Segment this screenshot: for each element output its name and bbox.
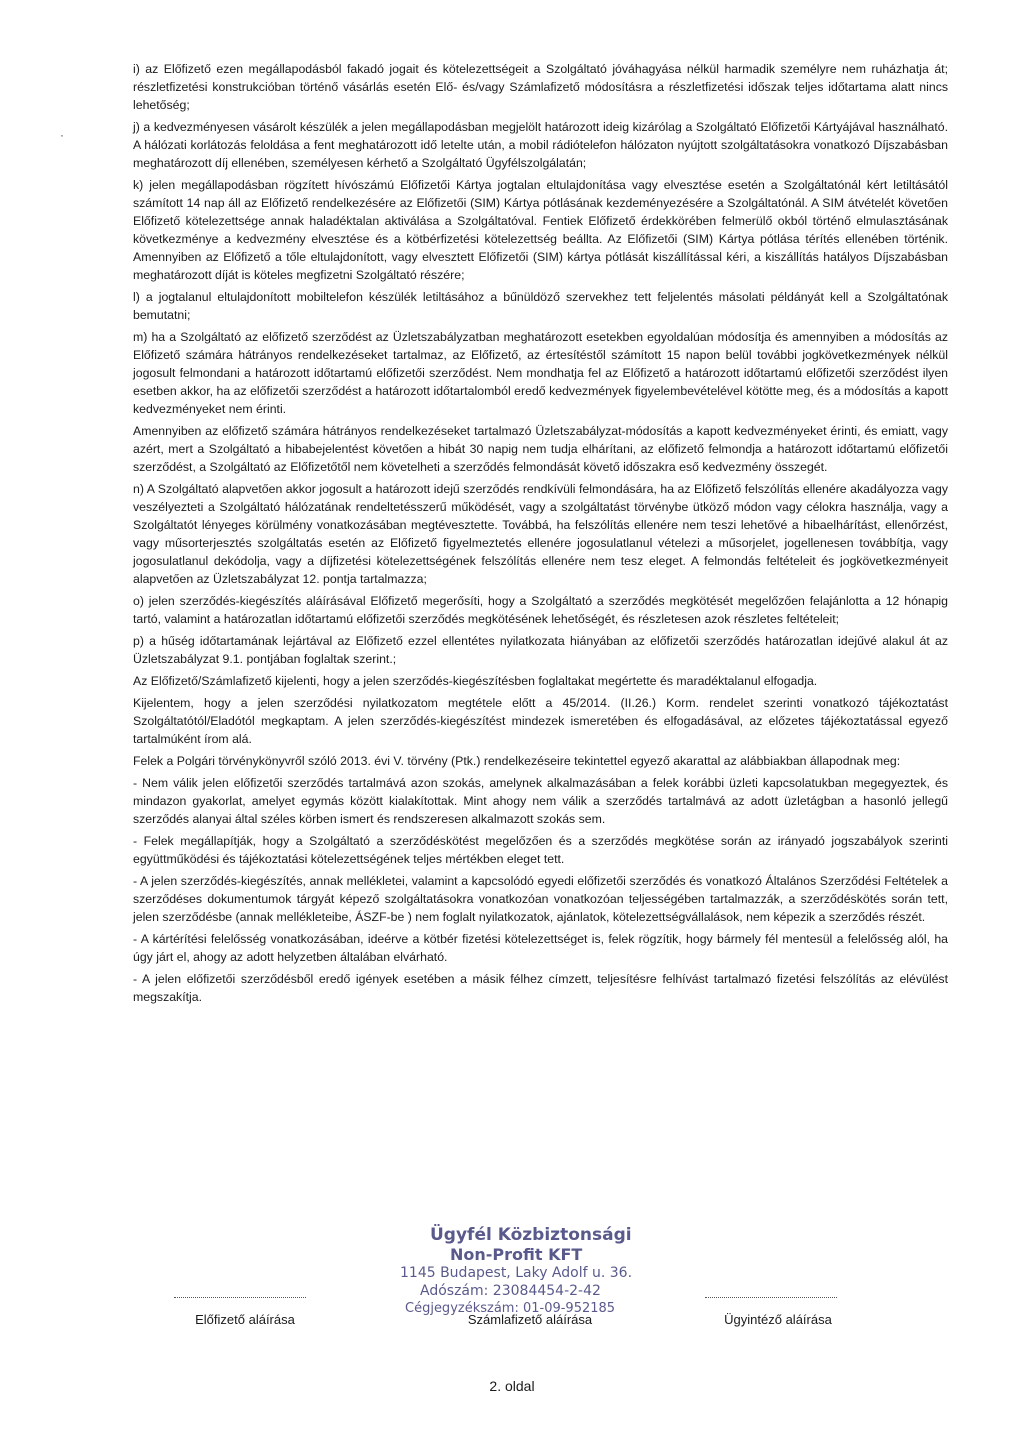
bullet-cooperation: - Felek megállapítják, hogy a Szolgáltató a szerződéskötést megelőzően és a szerződés megkötése során az irányadó jogszabályok szerinti együttműködési és tájékoztatási kötelezettségének teljes mértékben eleget tett. xyxy=(133,834,948,866)
clause-p: p) a hűség időtartamának lejártával az Előfizető ezzel ellentétes nyilatkozata hiányában az előfizetői szerződés határozatlan idejűvé alakul át az Üzletszabályzat 9.1. pontjában foglaltak szerint.; xyxy=(133,634,948,666)
agent-signature-label: Ügyintéző aláírása xyxy=(724,1312,832,1327)
clause-o: o) jelen szerződés-kiegészítés aláírásával Előfizető megerősíti, hogy a Szolgáltató a szerződés megkötését megelőzően felajánlotta a 12 hónapig tartó, valamint a határozatlan időtartamú előfizetői szerződés megkötésének lehetőségét, és részletesen azok részletes feltételeit; xyxy=(133,594,948,626)
stamp-line-5: Cégjegyzékszám: 01-09-952185 xyxy=(405,1301,616,1316)
company-stamp xyxy=(400,1225,660,1315)
clause-l: l) a jogtalanul eltulajdonított mobiltelefon készülék letiltásához a bűnüldöző szervekhez tett feljelentés másolati példányát kell a Szolgáltatónak bemutatni; xyxy=(133,290,948,322)
page-number: 2. oldal xyxy=(489,1378,535,1394)
margin-mark: · xyxy=(60,128,64,142)
bullet-liability: - A kártérítési felelősség vonatkozásában, ideérve a kötbér fizetési kötelezettséget is, felek rögzítik, hogy bármely fél mentesül a felelősség alól, ha úgy járt el, ahogy az adott helyzetben általában elvárható. xyxy=(133,932,948,964)
document-body xyxy=(133,60,948,1010)
bullet-limitation: - A jelen előfizetői szerződésből eredő igények esetében a másik félhez címzett, teljesítésre felhívást tartalmazó fizetési felszólítás az elévülést megszakítja. xyxy=(133,972,948,1004)
clause-n: n) A Szolgáltató alapvetően akkor jogosult a határozott idejű szerződés rendkívüli felmondására, ha az Előfizető felszólítás ellenére akadályozza vagy veszélyezteti a Szolgáltató hálózatának rendeltetésszerű működését, vagy a szolgáltatást törvénybe ütköző módon vagy célokra használja, vagy a Szolgáltatót lényeges körülmény vonatkozásában megtévesztette. Továbbá, ha felszólítás ellenére nem teszi lehetővé a hibaelhárítást, ellenőrzést, vagy műsorterjesztés szolgáltatás esetén az Előfizető figyelmeztetés ellenére jogosulatlanul vételezi a műsorjelet, jogellenesen továbbítja, vagy jogosulatlanul dekódolja, vagy a díjfizetési kötelezettségének felszólítás ellenére nem tesz eleget. A felmondás feltételeit és jogkövetkezményeit alapvetően az Üzletszabályzat 12. pontja tartalmazza; xyxy=(133,482,948,586)
clause-m-continued: Amennyiben az előfizető számára hátrányos rendelkezéseket tartalmazó Üzletszabályzat-módosítás a kapott kedvezményeket érinti, és emiatt, vagy azért, mert a Szolgáltató a hibabejelentést követően a hibát 30 napig nem tudja elhárítani, az előfizető felmondja a határozott időtartamú előfizetői szerződést, a Szolgáltató az Előfizetőtől nem követelheti a szerződés felmondását követő időszakra eső kedvezmény összegét. xyxy=(133,424,948,474)
stamp-line-2: Non-Profit KFT xyxy=(450,1245,583,1264)
ptk-intro: Felek a Polgári törvénykönyvről szóló 2013. évi V. törvény (Ptk.) rendelkezéseire tekintettel egyező akarattal az alábbiakban állapodnak meg: xyxy=(133,754,901,768)
billing-signature-label: Számlafizető aláírása xyxy=(467,1312,593,1327)
stamp-line-3: 1145 Budapest, Laky Adolf u. 36. xyxy=(400,1265,633,1281)
information-statement: Kijelentem, hogy a jelen szerződési nyilatkozatom megtétele előtt a 45/2014. (II.26.) Korm. rendelet szerinti vonatkozó tájékoztatást Szolgáltatótól/Eladótól megkaptam. A jelen szerződés-kiegészítést mindezek ismeretében és elfogadásával, az előzetes tájékoztatással egyező tartalmúként írom alá. xyxy=(133,696,948,746)
clause-i: i) az Előfizető ezen megállapodásból fakadó jogait és kötelezettségeit a Szolgáltató jóváhagyása nélkül harmadik személyre nem ruházhatja át; részletfizetési konstrukcióban történő vásárlás esetén Elő- és/vagy Számlafizető módosításra a részletfizetési időszak teljes időtartama alatt nincs lehetőség; xyxy=(133,62,948,112)
subscriber-signature-line xyxy=(174,1297,306,1298)
agent-signature-line xyxy=(705,1297,837,1298)
stamp-line-4: Adószám: 23084454-2-42 xyxy=(420,1283,601,1299)
clause-k: k) jelen megállapodásban rögzített hívószámú Előfizetői Kártya jogtalan eltulajdonítása vagy elvesztése esetén a Szolgáltatónál kért letiltásától számított 14 nap áll az Előfizető rendelkezésére az Előfizetői (SIM) Kártya pótlásának kezdeményezésére a Szolgáltatónál. A SIM átvételét követően Előfizető kötelezettsége annak haladéktalan aktiválása a Szolgáltatóval. Fentiek Előfizető érdekkörében felmerülő okból történő elmulasztásának következménye a kedvezmény elvesztése és a kötbérfizetési kötelezettség beállta. Az Előfizetői (SIM) Kártya pótlása térítés ellenében történik. Amennyiben az Előfizető a tőle eltulajdonított, vagy elvesztett Előfizetői (SIM) kártya pótlását kiszállítással kéri, a kiszállítás hatályos Díjszabásban meghatározott díját is köteles megfizetni Szolgáltató részére; xyxy=(133,178,948,282)
clause-m: m) ha a Szolgáltató az előfizető szerződést az Üzletszabályzatban meghatározott esetekben egyoldalúan módosítja és amennyiben a módosítás az Előfizető számára hátrányos rendelkezéseket tartalmaz, az Előfizető, az értesítéstől számított 15 napon belül további jogkövetkezmények nélkül jogosult felmondani a határozott időtartamú előfizetői szerződést. Nem mondhatja fel az Előfizető a határozott időtartamú előfizetői szerződést ilyen esetben akkor, ha az előfizetői szerződést a határozott időtartalomból eredő kedvezmények figyelembevételével kötötte meg, és a módosítás a kapott kedvezményeket nem érinti. xyxy=(133,330,948,416)
bullet-completeness: - A jelen szerződés-kiegészítés, annak mellékletei, valamint a kapcsolódó egyedi előfizetői szerződés és vonatkozó Általános Szerződési Feltételek a szerződéses dokumentumok tárgyát képező szolgáltatásokra vonatkozóan vonatkozóan teljességében tartalmazzák, a szerződéskötés során tett, jelen szerződésbe (annak mellékleteibe, ÁSZF-be ) nem foglalt nyilatkozatok, ajánlatok, kötelezettségvállalások, nem képezik a szerződés részét. xyxy=(133,874,948,924)
acceptance-statement: Az Előfizető/Számlafizető kijelenti, hogy a jelen szerződés-kiegészítésben foglaltakat megértette és maradéktalanul elfogadja. xyxy=(133,674,818,688)
stamp-line-1: Ügyfél Közbiztonsági xyxy=(430,1225,632,1245)
subscriber-signature-label: Előfizető aláírása xyxy=(195,1312,295,1327)
bullet-custom: - Nem válik jelen előfizetői szerződés tartalmává azon szokás, amelynek alkalmazásában a felek korábbi üzleti kapcsolatukban megegyeztek, és mindazon gyakorlat, amelyet egymás között kialakítottak. Mint ahogy nem válik a szerződés tartalmává az adott üzletágban a hasonló jellegű szerződés alanyai által széles körben ismert és rendszeresen alkalmazott szokás sem. xyxy=(133,776,948,826)
clause-j: j) a kedvezményesen vásárolt készülék a jelen megállapodásban megjelölt határozott ideig kizárólag a Szolgáltató Előfizetői Kártyájával használható. A hálózati korlátozás feloldása a fent meghatározott idő letelte után, a mobil rádiótelefon hálózaton nyújtott szolgáltatásokra vonatkozó Díjszabásban meghatározott díj ellenében, személyesen kérhető a Szolgáltató Ügyfélszolgálatán; xyxy=(133,120,948,170)
